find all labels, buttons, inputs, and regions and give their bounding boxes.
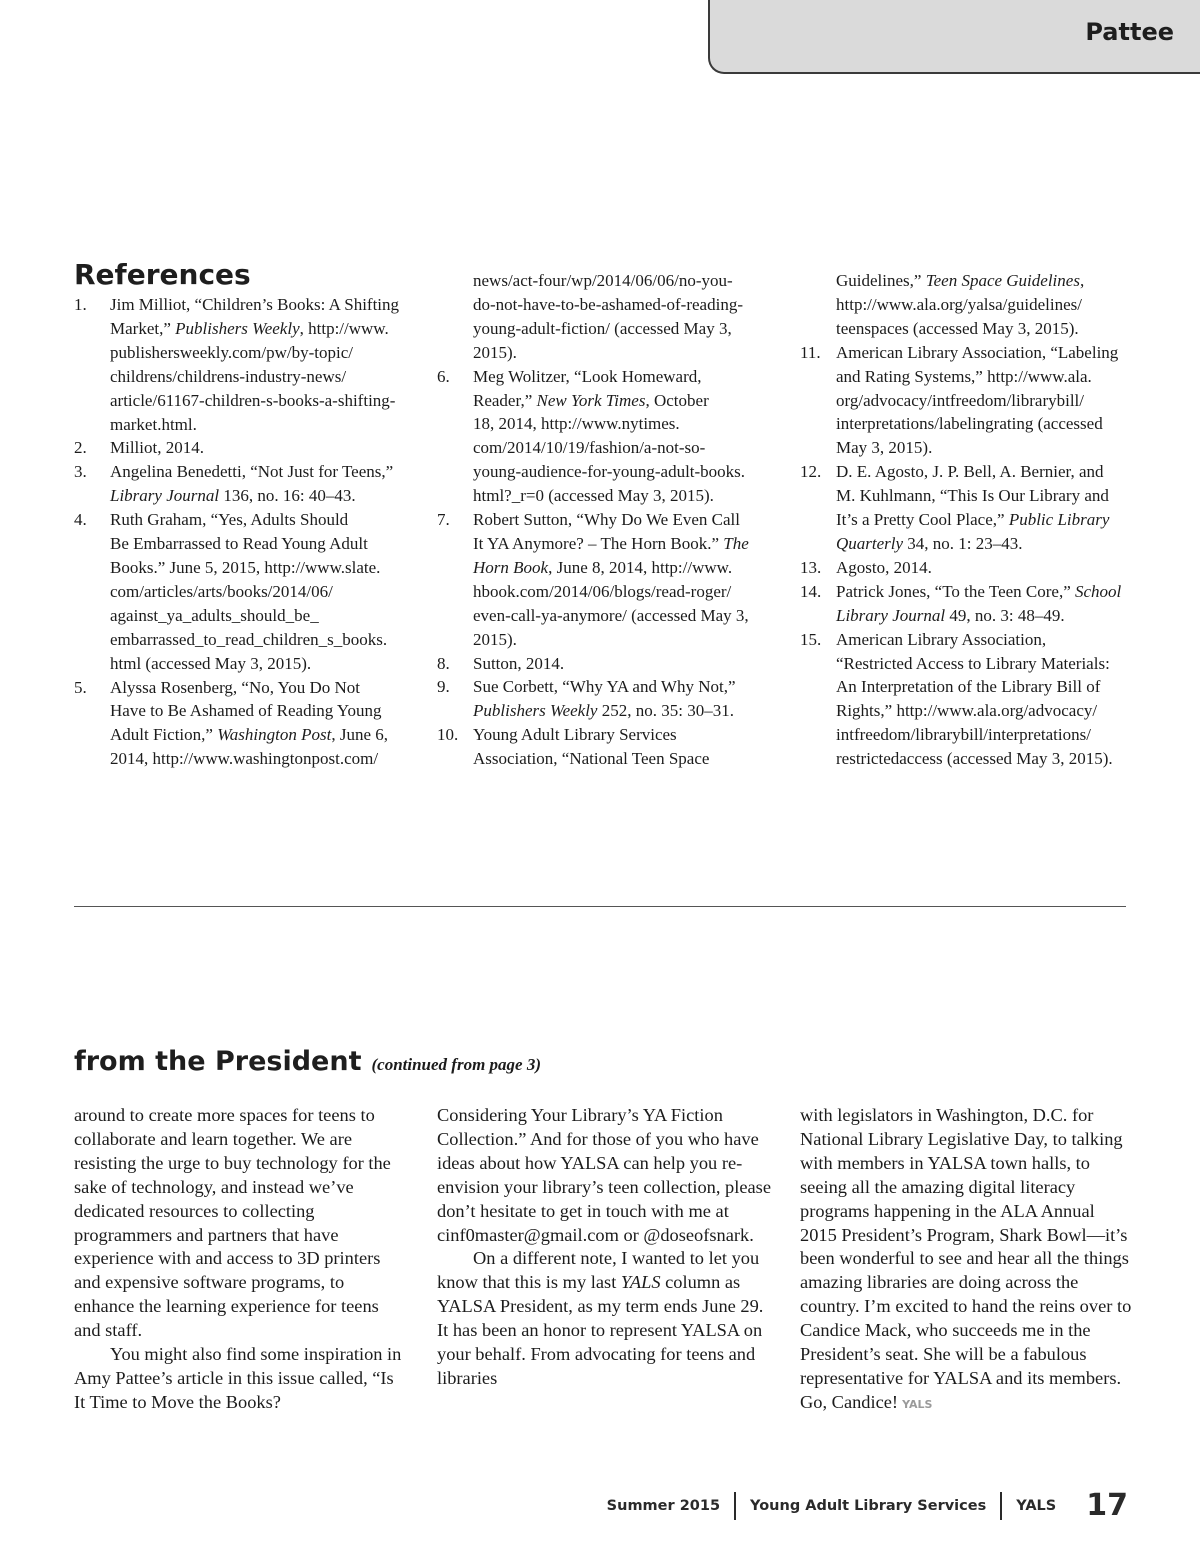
references-column-2 bbox=[437, 269, 787, 771]
end-mark: YALS bbox=[902, 1397, 933, 1411]
paragraph: around to create more spaces for teens to collaborate and learn together. We are resisting the urge to buy technology for the sake of technology, and instead we’ve dedicated resources to collecting programmers and partners that have experience with and access to 3D printers and expensive software programs, to enhance the learning experience for teens and staff. bbox=[74, 1105, 391, 1341]
reference-item-5: 5. Alyssa Rosenberg, “No, You Do Not Have to Be Ashamed of Reading Young Adult Fiction,” Washington Post, June 6, 2014, http://www.washingtonpost.com/ bbox=[74, 677, 389, 769]
section-tab-label: Pattee bbox=[1085, 18, 1174, 46]
section-tab bbox=[708, 0, 1200, 74]
president-column-2 bbox=[437, 1104, 772, 1391]
reference-item-8: 8. Sutton, 2014. bbox=[437, 653, 565, 673]
reference-item-11: 11. American Library Association, “Labeling and Rating Systems,” http://www.ala. org/advocacy/intfreedom/librarybill/ interpretations/labelingrating (accessed May 3, 2015). bbox=[800, 342, 1119, 458]
references-column-3 bbox=[800, 269, 1140, 771]
paragraph: On a different note, I wanted to let you know that this is my last YALS column as YALSA President, as my term ends June 29. It has been an honor to represent YALSA on your behalf. From advocating for teens and libraries bbox=[437, 1248, 764, 1388]
president-column-1 bbox=[74, 1104, 404, 1415]
footer-issue: Summer 2015 bbox=[606, 1497, 721, 1514]
footer-journal: Young Adult Library Services bbox=[750, 1497, 987, 1514]
reference-item-10: 10. Young Adult Library Services Association, “National Teen Space bbox=[437, 725, 710, 769]
paragraph: with legislators in Washington, D.C. for National Library Legislative Day, to talking with members in YALSA town halls, to seeing all the amazing digital literacy programs happening in the ALA Annual 2015 President’s Program, Shark Bowl—it’s been wonderful to see and hear all the things amazing libraries are doing across the country. I’m excited to hand the reins over to Candice Mack, who succeeds me in the President’s seat. She will be a fabulous representative for YALSA and its members. Go, Candice! YALS bbox=[800, 1105, 1132, 1412]
reference-item-2: 2. Milliot, 2014. bbox=[74, 438, 204, 458]
page-footer bbox=[607, 1488, 1128, 1523]
paragraph: You might also find some inspiration in Amy Pattee’s article in this issue called, “Is It Time to Move the Books? bbox=[74, 1344, 402, 1412]
reference-item-4: 4. Ruth Graham, “Yes, Adults Should Be Embarrassed to Read Young Adult Books.” June 5, 2015, http://www.slate. com/articles/arts/books/2014/06/ against_ya_adults_should_be_ embarrassed_to_read_children_s_books. html (accessed May 3, 2015). bbox=[74, 510, 388, 673]
reference-item-13: 13. Agosto, 2014. bbox=[800, 557, 932, 577]
reference-item-14: 14. Patrick Jones, “To the Teen Core,” School Library Journal 49, no. 3: 48–49. bbox=[800, 581, 1122, 625]
section-divider bbox=[74, 906, 1126, 907]
reference-item-10-continued: Guidelines,” Teen Space Guidelines, http://www.ala.org/yalsa/guidelines/ teenspaces (accessed May 3, 2015). bbox=[836, 271, 1085, 338]
reference-item-3: 3. Angelina Benedetti, “Not Just for Teens,” Library Journal 136, no. 16: 40–43. bbox=[74, 462, 394, 506]
page-number: 17 bbox=[1086, 1488, 1128, 1523]
reference-item-6: 6. Meg Wolitzer, “Look Homeward, Reader,” New York Times, October 18, 2014, http://www.nytimes. com/2014/10/19/fashion/a-not-so- young-audience-for-young-adult-books. html?_r=0 (accessed May 3, 2015). bbox=[437, 366, 746, 506]
footer-separator bbox=[1000, 1492, 1002, 1520]
reference-item-9: 9. Sue Corbett, “Why YA and Why Not,” Publishers Weekly 252, no. 35: 30–31. bbox=[437, 677, 736, 721]
president-column-3 bbox=[800, 1104, 1135, 1417]
continued-note: (continued from page 3) bbox=[371, 1055, 542, 1074]
president-title: from the President bbox=[74, 1046, 362, 1077]
reference-item-5-continued: news/act-four/wp/2014/06/06/no-you- do-not-have-to-be-ashamed-of-reading- young-adult-fiction/ (accessed May 3, 2015). bbox=[473, 271, 743, 362]
footer-abbrev: YALS bbox=[1016, 1497, 1057, 1514]
footer-separator bbox=[734, 1492, 736, 1520]
references-column-1 bbox=[74, 293, 414, 771]
reference-item-1: 1. Jim Milliot, “Children’s Books: A Shifting Market,” Publishers Weekly, http://www. publishersweekly.com/pw/by-topic/ childrens/childrens-industry-news/ article/61167-children-s-books-a-shifting- market.html. bbox=[74, 295, 400, 434]
reference-item-7: 7. Robert Sutton, “Why Do We Even Call It YA Anymore? – The Horn Book.” The Horn Book, June 8, 2014, http://www. hbook.com/2014/06/blogs/read-roger/ even-call-ya-anymore/ (accessed May 3, 2015). bbox=[437, 510, 749, 649]
reference-item-15: 15. American Library Association, “Restricted Access to Library Materials: An Interpretation of the Library Bill of Rights,” http://www.ala.org/advocacy/ intfreedom/librarybill/interpretations/ restrictedaccess (accessed May 3, 2015). bbox=[800, 629, 1113, 769]
references-heading: References bbox=[74, 258, 251, 291]
president-heading bbox=[74, 1046, 541, 1077]
reference-item-12: 12. D. E. Agosto, J. P. Bell, A. Bernier, and M. Kuhlmann, “This Is Our Library and It’s a Pretty Cool Place,” Public Library Quarterly 34, no. 1: 23–43. bbox=[800, 462, 1110, 553]
paragraph: Considering Your Library’s YA Fiction Collection.” And for those of you who have ideas about how YALSA can help you re-envision your library’s teen collection, please don’t hesitate to get in touch with me at cinf0master@gmail.com or @doseofsnark. bbox=[437, 1105, 771, 1245]
